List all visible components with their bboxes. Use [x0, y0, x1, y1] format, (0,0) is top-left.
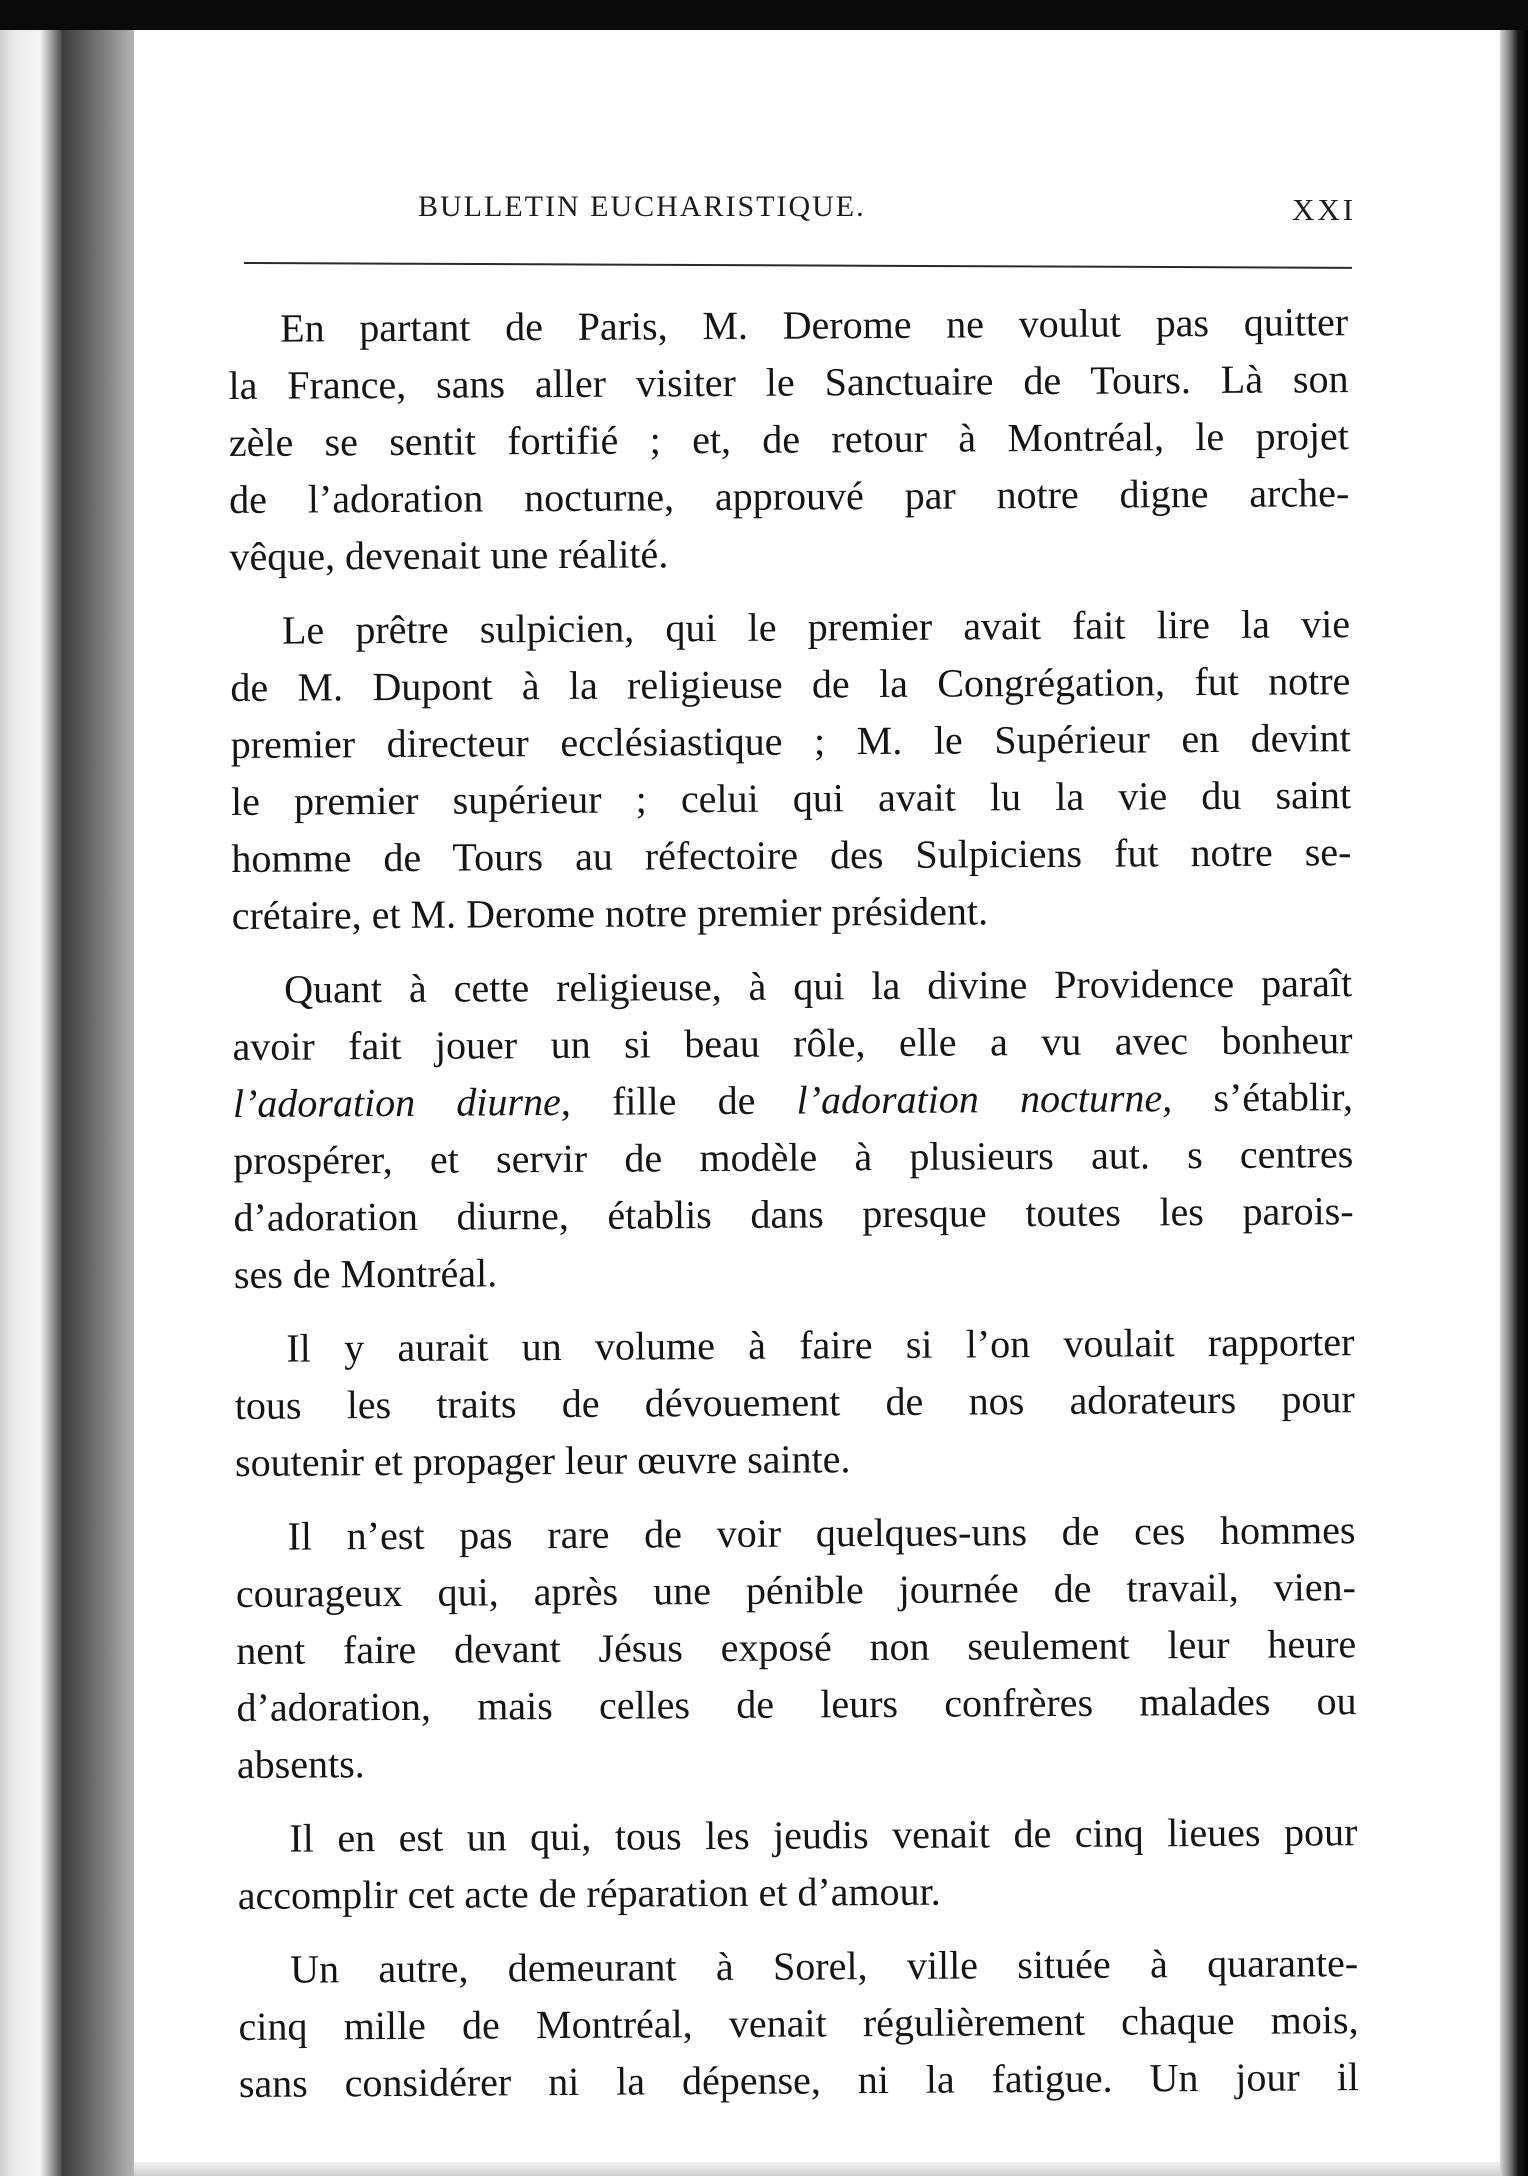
text-line: crétaire, et M. Derome notre premier président. — [231, 888, 989, 938]
paragraph — [237, 1803, 1358, 1924]
text-line: tous les traits de dévouement de nos adorateurs pour — [234, 1376, 1355, 1428]
text-line: soutenir et propager leur œuvre sainte. — [234, 1436, 851, 1485]
text-line: cinq mille de Montréal, venait régulièrement chaque mois, — [238, 1997, 1359, 2049]
text-line-mixed — [233, 1068, 1353, 1132]
text-line: absents. — [236, 1741, 365, 1787]
text-span: fille de — [570, 1077, 797, 1124]
text-line: Un autre, demeurant à Sorel, ville située à quarante- — [290, 1940, 1359, 1992]
text-line: homme de Tours au réfectoire des Sulpiciens fut notre se- — [231, 829, 1352, 881]
text-span: s’établir, — [1172, 1074, 1354, 1121]
text-line: ses de Montréal. — [233, 1250, 498, 1297]
italic-phrase: l’adoration diurne, — [232, 1078, 571, 1126]
body-text — [228, 293, 1359, 2129]
text-line: courageux qui, après une pénible journée de travail, vien- — [235, 1564, 1357, 1616]
text-line: prospérer, et servir de modèle à plusieurs aut. s centres — [233, 1131, 1354, 1183]
paragraph — [234, 1313, 1355, 1491]
paragraph — [238, 1934, 1359, 2112]
text-line: Le prêtre sulpicien, qui le premier avait fait lire la vie — [281, 601, 1351, 653]
paragraph — [232, 954, 1354, 1303]
scan-top-band — [0, 0, 1528, 30]
text-line: En partant de Paris, M. Derome ne voulut pas quitter — [280, 299, 1349, 351]
text-line: de l’adoration nocturne, approuvé par notre digne arche- — [229, 470, 1350, 522]
text-line: Il y aurait un volume à faire si l’on voulait rapporter — [286, 1319, 1355, 1371]
text-line: le premier supérieur ; celui qui avait lu la vie du saint — [230, 772, 1352, 824]
book-gutter-shadow — [62, 30, 134, 2176]
text-line: d’adoration, mais celles de leurs confrères malades ou — [236, 1678, 1357, 1730]
text-line: Quant à cette religieuse, à qui la divine Providence paraît — [284, 960, 1353, 1012]
text-line: Il en est un qui, tous les jeudis venait de cinq lieues pour — [289, 1809, 1358, 1861]
scan-right-edge — [1500, 30, 1528, 2176]
paragraph — [228, 293, 1350, 585]
text-line: accomplir cet acte de réparation et d’amour. — [237, 1868, 941, 1918]
paragraph — [235, 1501, 1357, 1793]
paragraph — [230, 595, 1352, 944]
facing-page-edge — [0, 30, 62, 2176]
text-line: premier directeur ecclésiastique ; M. le Supérieur en devint — [230, 715, 1351, 767]
text-line: la France, sans aller visiter le Sanctuaire de Tours. Là son — [228, 356, 1349, 408]
text-line: avoir fait jouer un si beau rôle, elle a vu avec bonheur — [232, 1017, 1353, 1069]
text-line: sans considérer ni la dépense, ni la fatigue. Un jour il — [238, 2054, 1360, 2106]
page-number: XXI — [1292, 192, 1357, 227]
text-line: zèle se sentit fortifié ; et, de retour à Montréal, le projet — [228, 413, 1349, 465]
text-line: d’adoration diurne, établis dans presque toutes les parois- — [233, 1188, 1354, 1240]
text-line: vêque, devenait une réalité. — [229, 531, 669, 579]
text-line: de M. Dupont à la religieuse de la Congrégation, fut notre — [230, 658, 1351, 710]
page-bottom-edge — [134, 2162, 1500, 2176]
text-line: nent faire devant Jésus exposé non seulement leur heure — [236, 1621, 1357, 1673]
running-title: BULLETIN EUCHARISTIQUE. — [418, 190, 866, 223]
text-line: Il n’est pas rare de voir quelques-uns de ces hommes — [287, 1507, 1356, 1559]
italic-phrase: l’adoration nocturne, — [796, 1075, 1173, 1123]
